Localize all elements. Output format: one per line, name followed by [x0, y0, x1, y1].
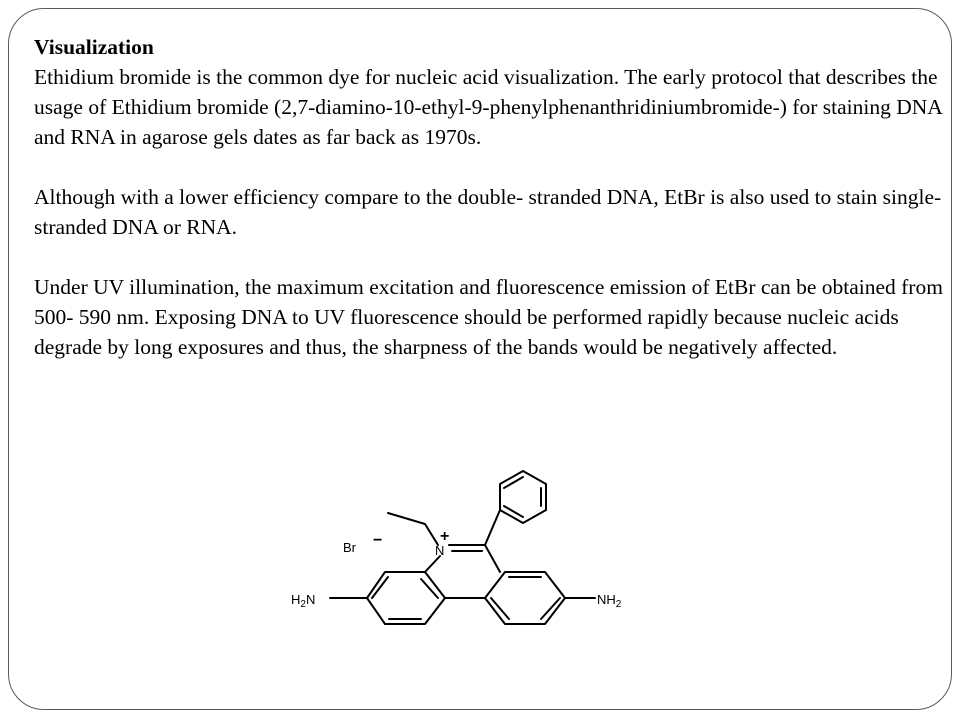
- left-amine-n: N: [305, 592, 316, 607]
- phenyl-ring: [500, 471, 546, 523]
- paragraph-2: Although with a lower efficiency compare to the double- stranded DNA, EtBr is also used to stain single- stranded DNA or RNA.: [34, 185, 942, 239]
- imine-double-bond: [449, 545, 485, 551]
- paragraph-3: Under UV illumination, the maximum excitation and fluorescence emission of EtBr can be obtained from 500- 590 nm. Exposing DNA to UV fluorescence should be performed rapidly because nucleic acids degrade by long exposures and thus, the sharpness of the bands would be negatively affected.: [34, 275, 943, 359]
- nitrogen-label: N: [435, 543, 445, 558]
- left-amine-h: H: [291, 592, 301, 607]
- phenyl-bond: [485, 510, 500, 545]
- minus-charge: −: [373, 532, 383, 549]
- plus-charge: +: [440, 528, 450, 545]
- slide-heading: Visualization: [34, 35, 154, 59]
- right-ring: [485, 572, 565, 624]
- right-amine-label: [597, 592, 622, 610]
- c9-bond: [485, 545, 500, 572]
- right-amine-subscript: 2: [615, 599, 622, 610]
- n-ring-bond: [425, 556, 440, 572]
- left-ring: [367, 572, 445, 624]
- bromide-label: Br: [343, 540, 356, 555]
- left-amine-label: [291, 592, 315, 610]
- ethyl-group: [388, 513, 438, 545]
- paragraph-1: Ethidium bromide is the common dye for nucleic acid visualization. The early protocol that describes the usage of Ethidium bromide (2,7-diamino-10-ethyl-9-phenylphenanthridiniumbromide-) for staining DNA and RNA in agarose gels dates as far back as 1970s.: [34, 65, 942, 149]
- right-amine-nh: NH: [597, 592, 616, 607]
- left-amine-subscript: 2: [300, 599, 306, 610]
